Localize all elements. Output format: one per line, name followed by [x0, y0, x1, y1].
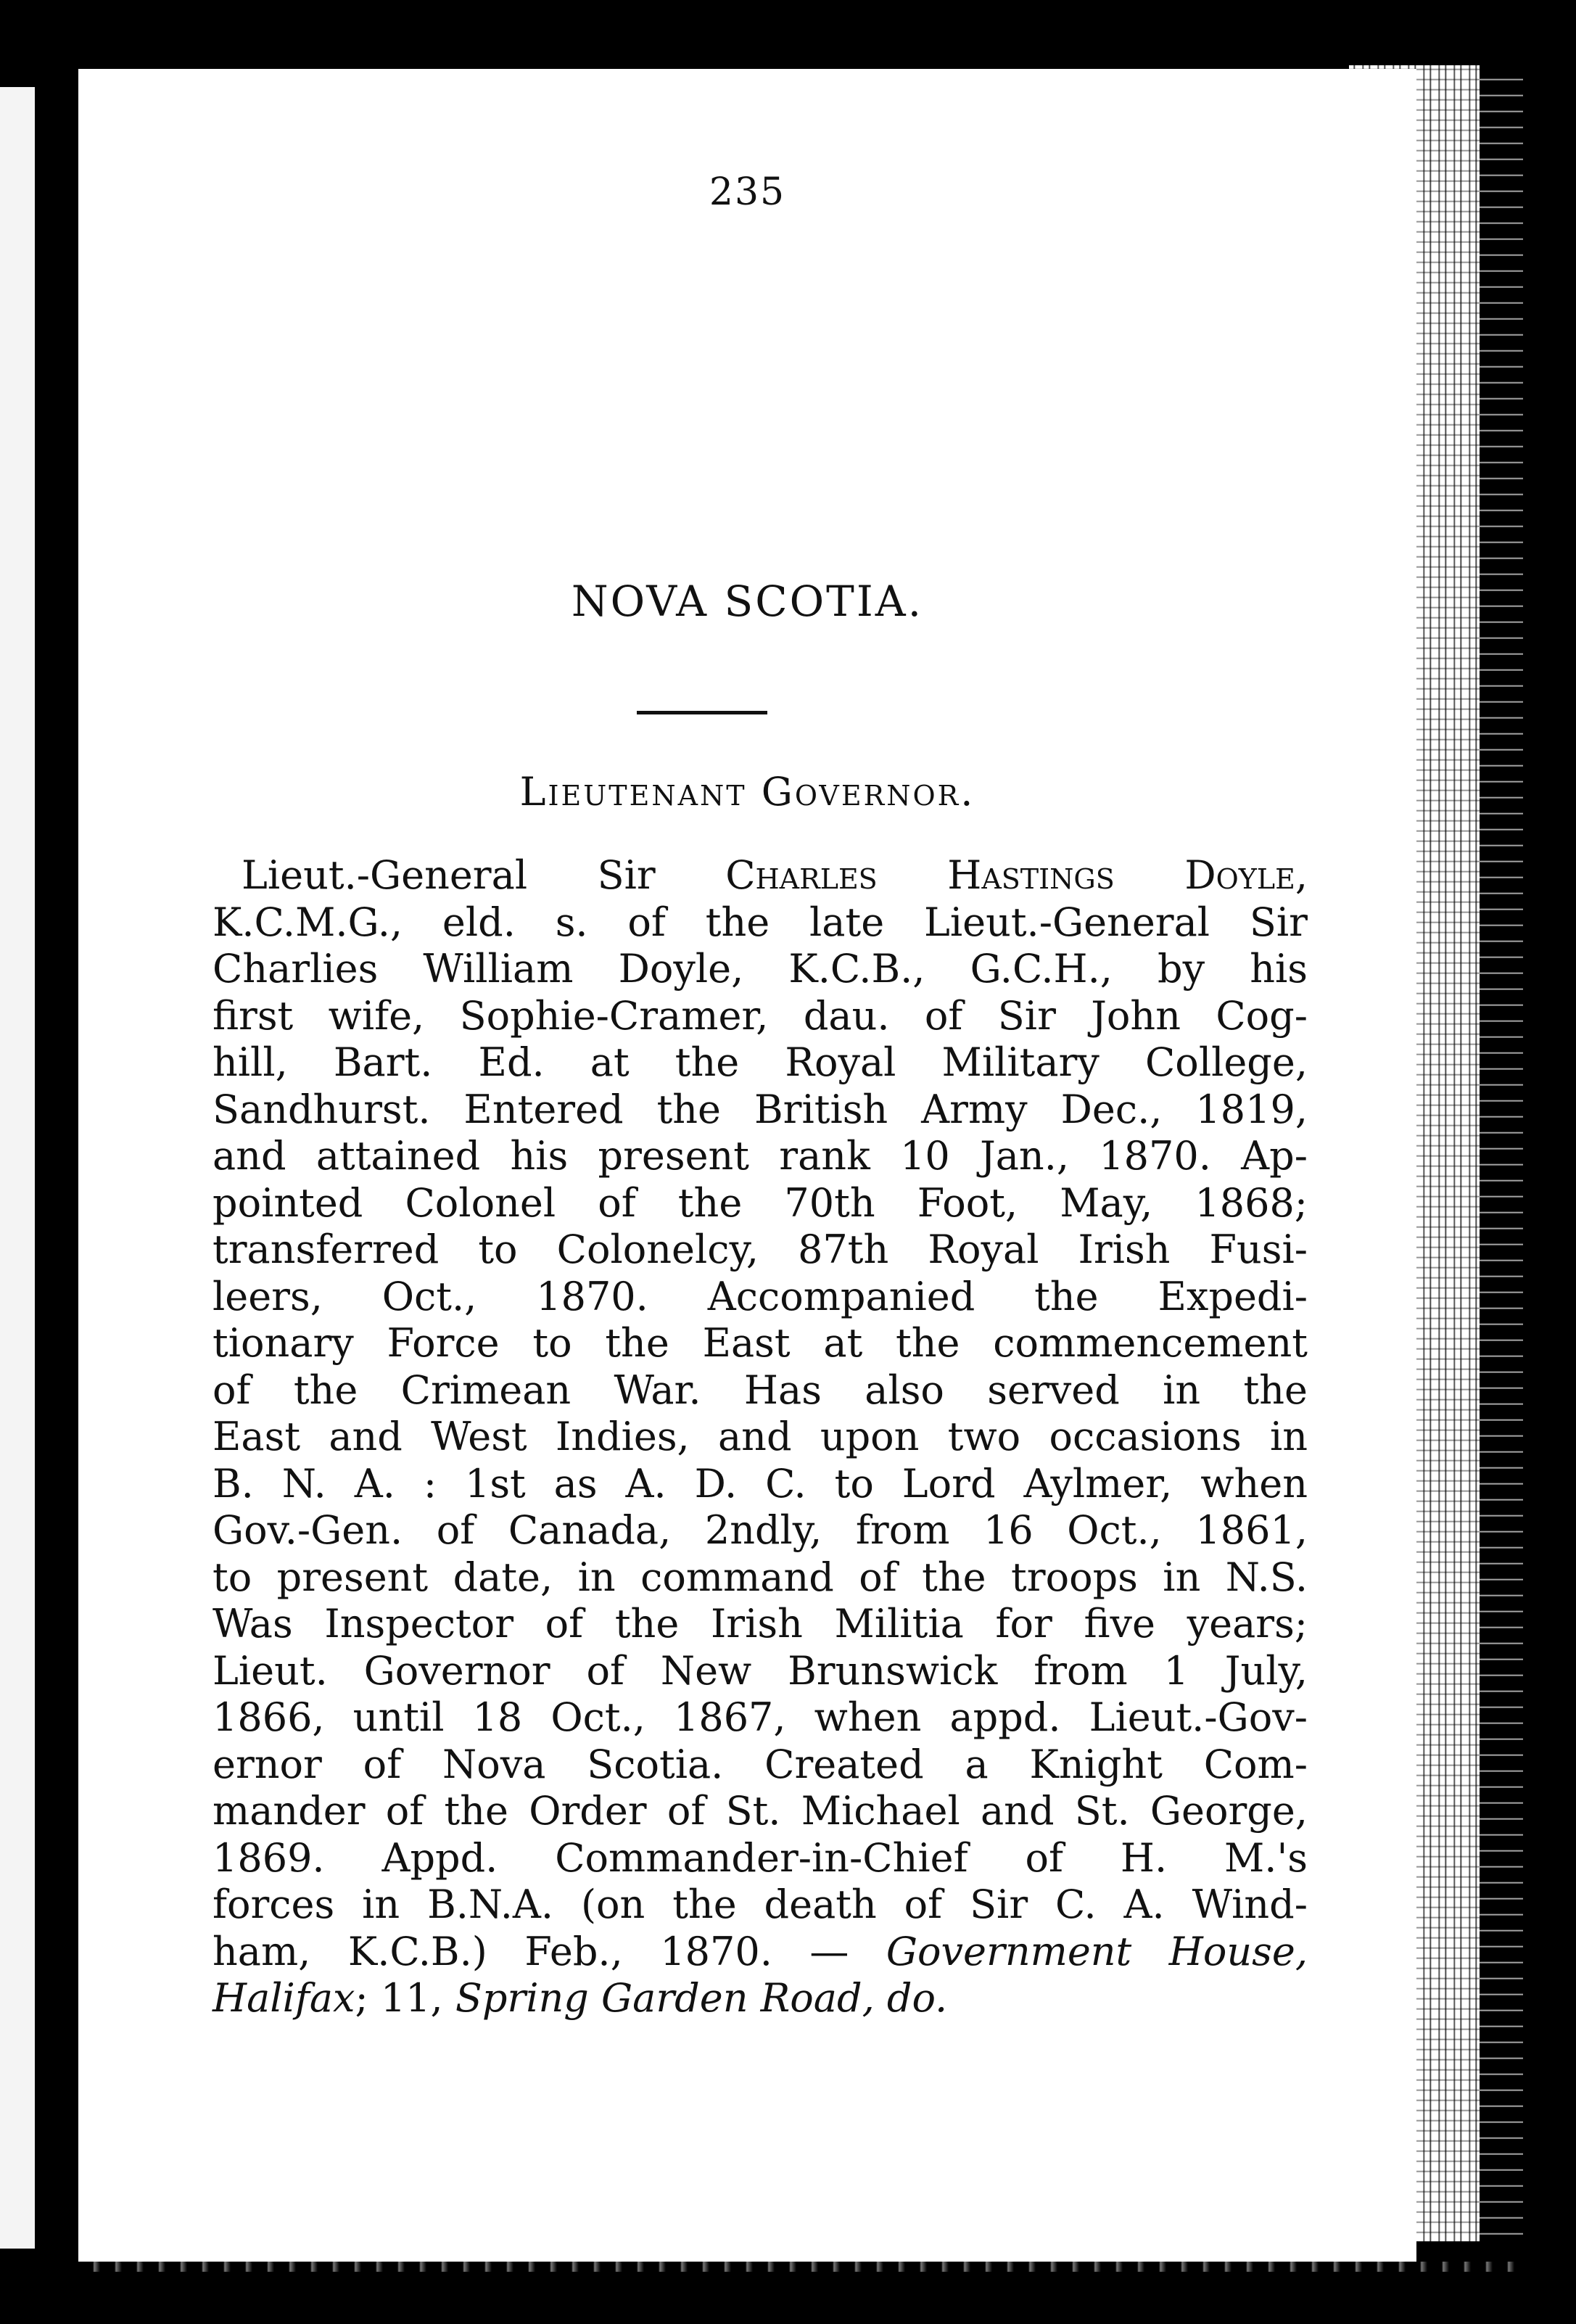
text-line: first wife, Sophie-Cramer, dau. of Sir John Cog-	[213, 992, 1308, 1039]
text-line: of the Crimean War. Has also served in the	[213, 1367, 1308, 1413]
text-line: tionary Force to the East at the commencement	[213, 1320, 1308, 1366]
text-line: 1869. Appd. Commander-in-Chief of H. M.'s	[213, 1834, 1308, 1881]
bottom-page-edge	[78, 2262, 1514, 2272]
page-title: NOVA SCOTIA.	[571, 577, 924, 626]
text-line: Sandhurst. Entered the British Army Dec., 1819,	[213, 1086, 1308, 1132]
text-line: Charlies William Doyle, K.C.B., G.C.H., by his	[213, 946, 1308, 992]
text-line: East and West Indies, and upon two occasions in	[213, 1414, 1308, 1459]
text-line: 1866, until 18 Oct., 1867, when appd. Lieut.-Gov-	[213, 1694, 1308, 1740]
address-text: Government House,	[886, 1928, 1308, 1974]
left-page-edge	[0, 87, 35, 2249]
address-text: Halifax	[213, 1975, 355, 2021]
text-line: and attained his present rank 10 Jan., 1870. Ap-	[213, 1133, 1308, 1179]
text-line: hill, Bart. Ed. at the Royal Military College,	[213, 1039, 1308, 1085]
text-line: B. N. A. : 1st as A. D. C. to Lord Aylmer, when	[213, 1460, 1308, 1507]
text-line: ernor of Nova Scotia. Created a Knight Com-	[213, 1741, 1308, 1787]
text-line: K.C.M.G., eld. s. of the late Lieut.-General Sir	[213, 899, 1308, 945]
page-number: 235	[709, 170, 786, 214]
text-line: pointed Colonel of the 70th Foot, May, 1868;	[213, 1179, 1308, 1226]
address-text: Spring Garden Road, do.	[455, 1975, 948, 2021]
text-line: Gov.-Gen. of Canada, 2ndly, from 16 Oct., 1861,	[213, 1507, 1308, 1553]
person-name: Charles Hastings Doyle,	[725, 852, 1308, 898]
text-line: to present date, in command of the troops in N.S.	[213, 1554, 1308, 1600]
text-line: mander of the Order of St. Michael and St. George,	[213, 1788, 1308, 1834]
text-line: Lieut. Governor of New Brunswick from 1 July,	[213, 1647, 1308, 1694]
text-line: ham, K.C.B.) Feb., 1870. — Government House,	[213, 1928, 1308, 1974]
section-heading: Lieutenant Governor.	[519, 769, 975, 815]
text-line: Was Inspector of the Irish Militia for five years;	[213, 1601, 1308, 1647]
binding-edge-dark	[1480, 65, 1523, 2241]
page-gutter	[35, 80, 78, 2256]
biography-paragraph	[213, 852, 1308, 2022]
text-line: forces in B.N.A. (on the death of Sir C. A. Wind-	[213, 1882, 1308, 1927]
text-line: Lieut.-General Sir Charles Hastings Doyle,	[242, 852, 1308, 898]
title-rule	[637, 711, 767, 714]
text-line: leers, Oct., 1870. Accompanied the Expedi-	[213, 1273, 1308, 1319]
text-line: transferred to Colonelcy, 87th Royal Irish Fusi-	[213, 1227, 1308, 1272]
text-line: Halifax; 11, Spring Garden Road, do.	[213, 1975, 948, 2021]
book-page	[78, 69, 1416, 2270]
